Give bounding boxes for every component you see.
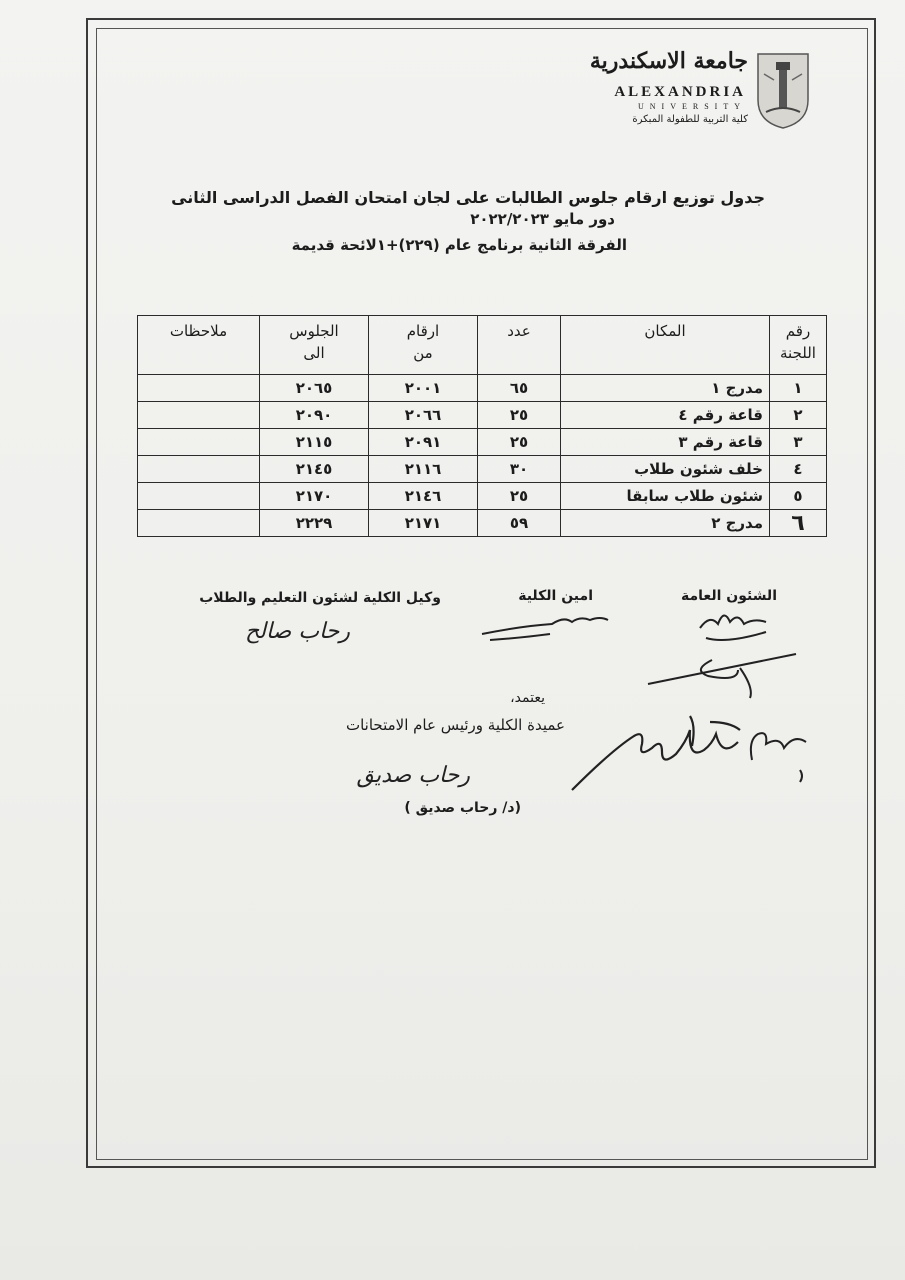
header-to: الجلوس الى	[260, 316, 369, 375]
seat-from: ٢١٤٦	[369, 483, 478, 510]
header-from: ارقام من	[369, 316, 478, 375]
committee-place: مدرج ٢	[561, 510, 770, 537]
committee-place: شئون طلاب سابقا	[561, 483, 770, 510]
class-program: الفرقة الثانية برنامج عام (٢٢٩)+١لائحة قديمة	[291, 236, 627, 254]
committee-number: ٦	[770, 510, 827, 537]
logo-arabic-text: جامعة الاسكندرية	[589, 48, 748, 74]
header-count: عدد	[478, 316, 561, 375]
seat-from: ٢٠٩١	[369, 429, 478, 456]
committee-place: خلف شئون طلاب	[561, 456, 770, 483]
seat-from: ٢٠٠١	[369, 375, 478, 402]
committee-number: ١	[770, 375, 827, 402]
vice-dean-signature: رحاب صالح	[245, 619, 350, 644]
seat-to: ٢٠٩٠	[260, 402, 369, 429]
header-committee: رقم اللجنة	[770, 316, 827, 375]
vice-dean-label: وكيل الكلية لشئون التعليم والطلاب	[199, 590, 441, 606]
dean-signature	[572, 716, 740, 790]
committee-count: ٣٠	[478, 456, 561, 483]
committee-count: ٢٥	[478, 483, 561, 510]
dean-title: عميدة الكلية ورئيس عام الامتحانات	[345, 716, 565, 734]
general-affairs-signature-2	[648, 654, 796, 698]
committee-number: ٢	[770, 402, 827, 429]
committee-count: ٢٥	[478, 402, 561, 429]
general-affairs-signature	[700, 615, 766, 640]
faculty-secretary-label: امين الكلية	[518, 588, 593, 604]
committee-place: قاعة رقم ٤	[561, 402, 770, 429]
committee-count: ٥٩	[478, 510, 561, 537]
dean-signature-suffix	[751, 733, 806, 782]
seat-to: ٢١١٥	[260, 429, 369, 456]
seat-from: ٢٠٦٦	[369, 402, 478, 429]
general-affairs-label: الشئون العامة	[681, 588, 777, 604]
committee-count: ٦٥	[478, 375, 561, 402]
exam-session: دور مايو ٢٠٢٢/٢٠٢٣	[470, 210, 615, 228]
committee-number: ٣	[770, 429, 827, 456]
seat-to: ٢١٧٠	[260, 483, 369, 510]
seat-to: ٢١٤٥	[260, 456, 369, 483]
document-title: جدول توزيع ارقام جلوس الطالبات على لجان امتحان الفصل الدراسى الثانى	[171, 188, 765, 207]
dean-name: (د/ رحاب صديق )	[404, 800, 521, 816]
logo-english-subtext: UNIVERSITY	[638, 102, 746, 111]
header-place: المكان	[561, 316, 770, 375]
approved-label: يعتمد،	[510, 690, 545, 706]
committee-number: ٤	[770, 456, 827, 483]
committee-count: ٢٥	[478, 429, 561, 456]
committee-place: قاعة رقم ٣	[561, 429, 770, 456]
committee-number: ٥	[770, 483, 827, 510]
committee-place: مدرج ١	[561, 375, 770, 402]
seat-from: ٢١١٦	[369, 456, 478, 483]
seat-to: ٢٢٢٩	[260, 510, 369, 537]
seat-from: ٢١٧١	[369, 510, 478, 537]
seat-to: ٢٠٦٥	[260, 375, 369, 402]
header-notes: ملاحظات	[138, 316, 260, 375]
logo-english-text: ALEXANDRIA	[614, 84, 746, 100]
faculty-secretary-signature	[482, 618, 608, 640]
logo-faculty-text: كلية التربية للطفولة المبكرة	[632, 114, 748, 125]
dean-handwritten-name: رحاب صديق	[356, 763, 470, 788]
